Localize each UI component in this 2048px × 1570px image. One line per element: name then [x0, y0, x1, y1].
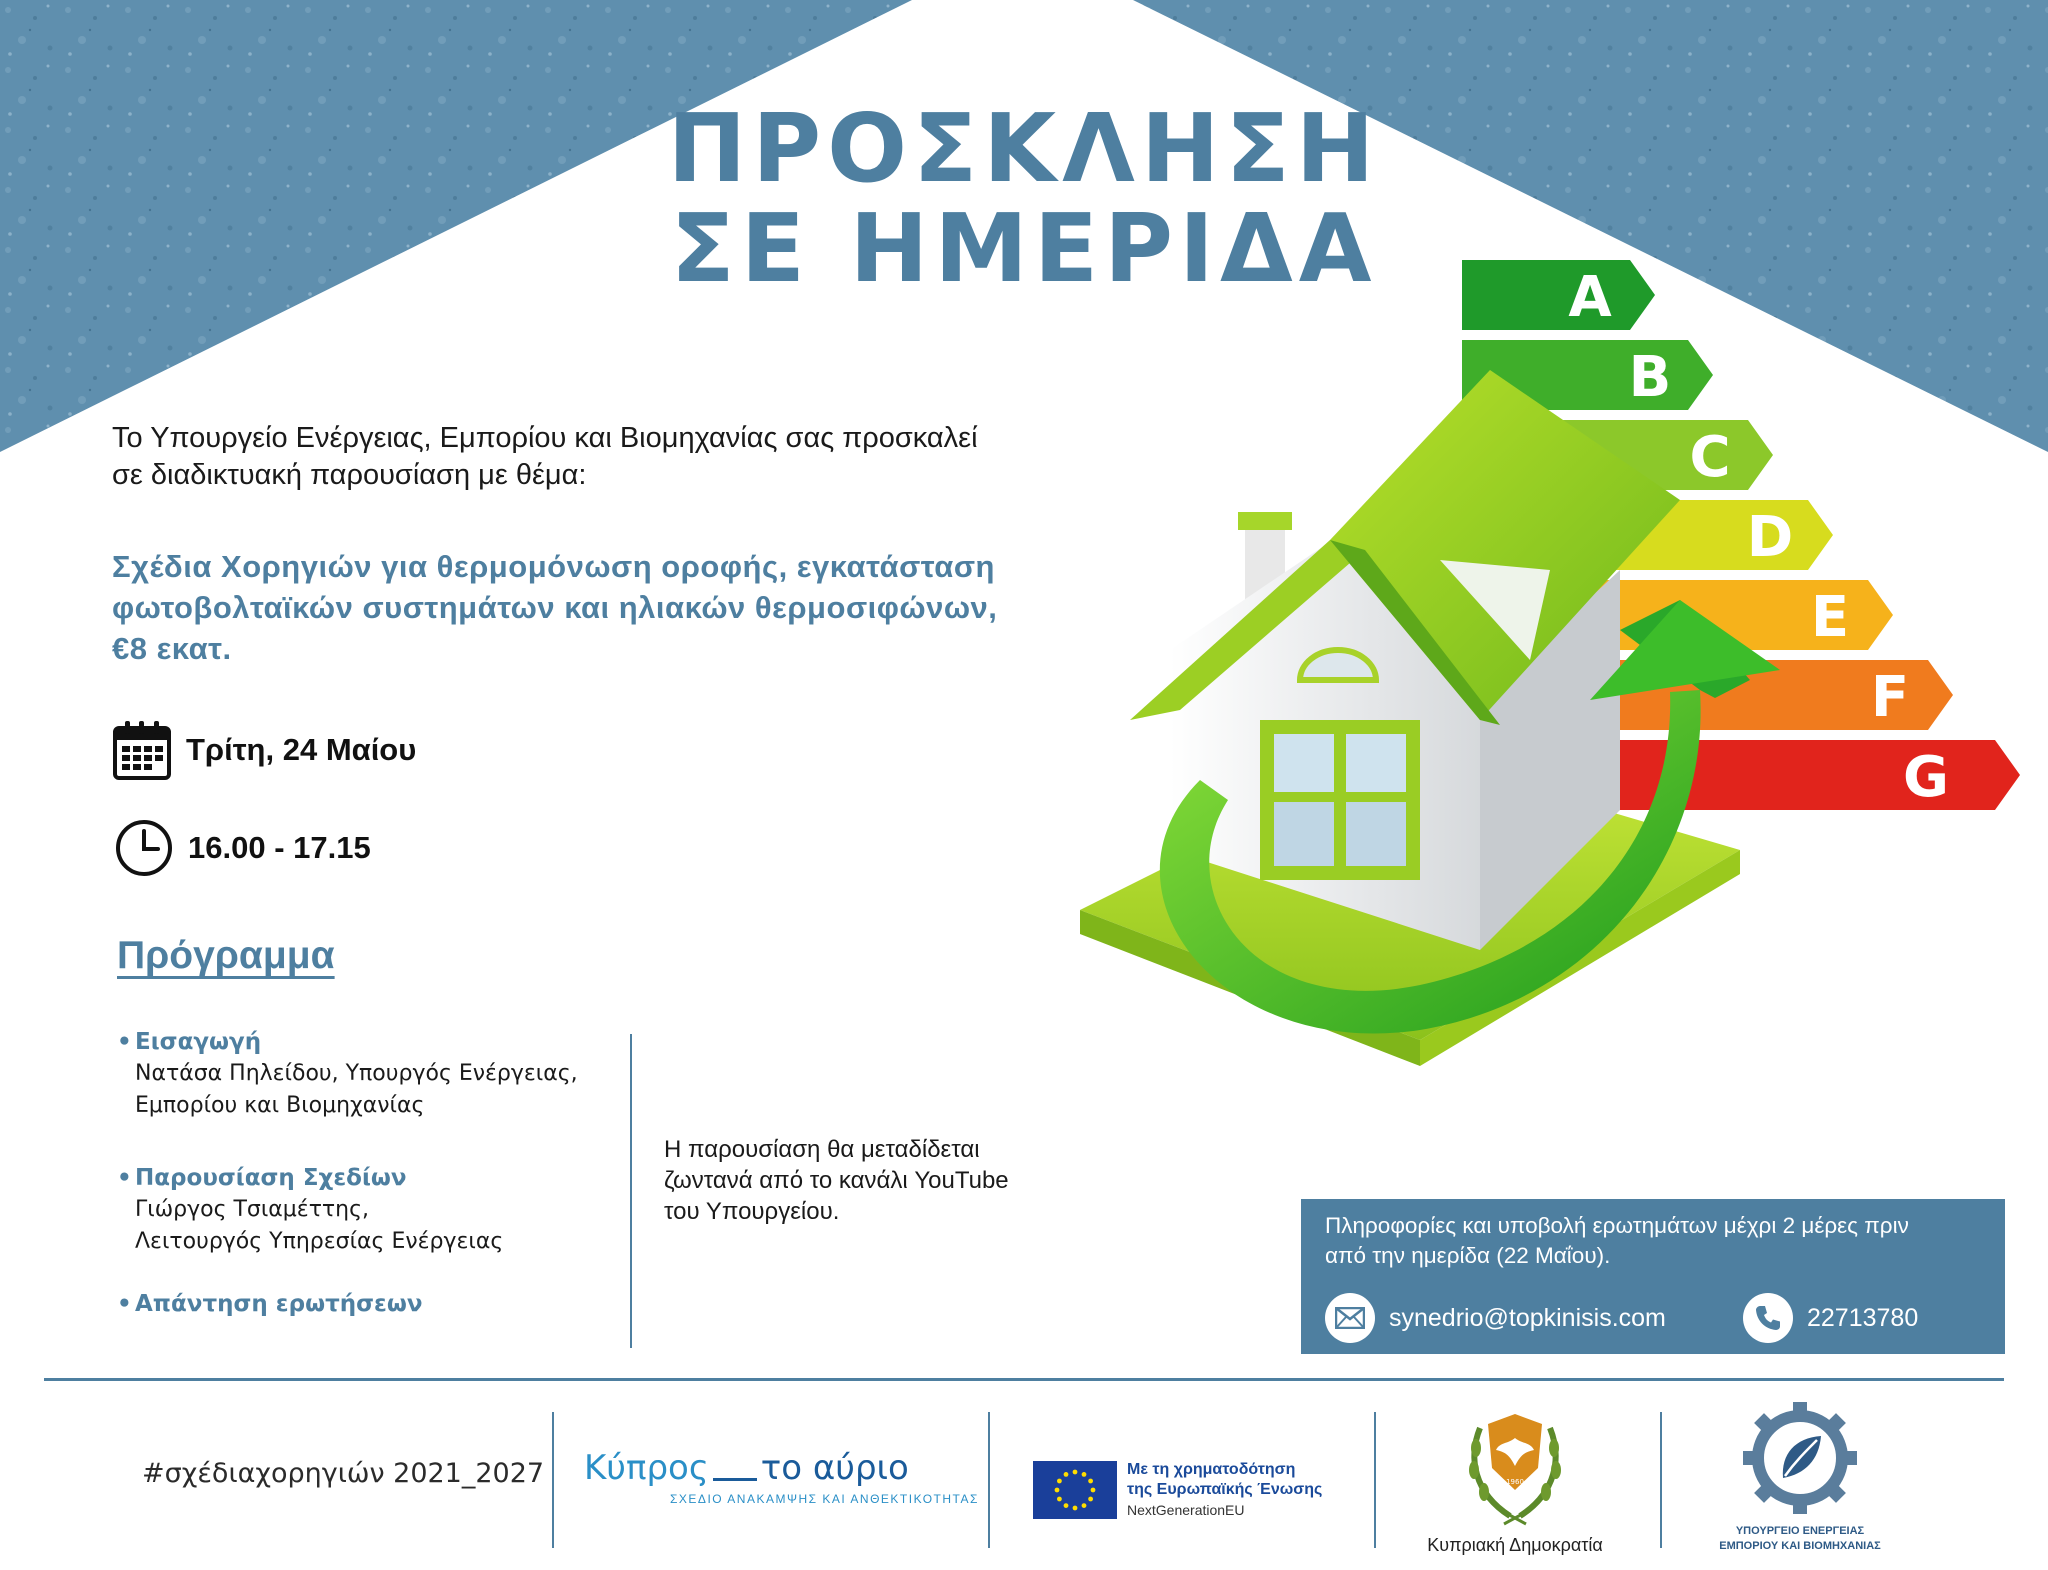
agenda-item [117, 1288, 637, 1320]
title-line-1: ΠΡΟΣΚΛΗΣΗ [667, 95, 1381, 204]
agenda-item-heading: Απάντηση ερωτήσεων [135, 1291, 423, 1317]
energy-illustration [1060, 250, 2048, 1100]
label-g-text: G [1903, 745, 1949, 810]
footer-separator [1374, 1412, 1376, 1548]
time-text: 16.00 - 17.15 [188, 830, 371, 865]
email-contact[interactable] [1325, 1292, 1666, 1344]
kypros-logo-bar [713, 1478, 757, 1481]
vertical-divider [630, 1034, 632, 1348]
agenda-list [117, 1026, 637, 1346]
clock-icon [114, 818, 174, 878]
label-a-text: A [1568, 265, 1612, 330]
phone-icon [1743, 1293, 1793, 1343]
bullet-icon: • [117, 1291, 132, 1317]
label-e-text: E [1810, 585, 1850, 650]
footer-separator [988, 1412, 990, 1548]
bullet-icon: • [117, 1029, 132, 1055]
info-box [1301, 1199, 2005, 1354]
info-line-2: από την ημερίδα (22 Μαΐου). [1325, 1243, 1611, 1268]
kypros-logo-text-1: Κύπρος [584, 1448, 709, 1488]
footer-separator [1660, 1412, 1662, 1548]
agenda-item [117, 1162, 637, 1258]
info-line-1: Πληροφορίες και υποβολή ερωτημάτων μέχρι 2 μέρες πριν [1325, 1213, 1909, 1238]
intro-line-2: σε διαδικτυακή παρουσίαση με θέμα: [112, 459, 587, 491]
cyprus-label: Κυπριακή Δημοκρατία [1427, 1535, 1603, 1555]
envelope-icon [1325, 1293, 1375, 1343]
cyprus-emblem [1400, 1408, 1630, 1556]
kypros-logo [584, 1448, 979, 1506]
calendar-icon [112, 718, 172, 782]
label-d-text: D [1746, 505, 1794, 570]
phone-number[interactable]: 22713780 [1807, 1303, 1919, 1332]
event-time [114, 816, 371, 880]
info-text [1325, 1211, 1995, 1271]
footer-divider [44, 1378, 2004, 1381]
bullet-icon: • [117, 1165, 132, 1191]
ministry-label-1: ΥΠΟΥΡΓΕΙΟ ΕΝΕΡΓΕΙΑΣ [1735, 1525, 1865, 1537]
eu-text-line-2: της Ευρωπαϊκής Ένωσης [1127, 1481, 1323, 1498]
energy-label-a [1462, 260, 1655, 330]
topic-line-1: Σχέδια Χορηγιών για θερμομόνωση οροφής, εγκατάσταση [112, 549, 995, 584]
event-date [112, 718, 416, 782]
gear-leaf-icon [1735, 1398, 1865, 1518]
kypros-logo-text-2: το αύριο [760, 1448, 909, 1488]
email-link[interactable]: synedrio@topkinisis.com [1389, 1303, 1666, 1332]
intro-text [112, 420, 1112, 494]
stream-info [664, 1134, 1084, 1227]
topic-line-2: φωτοβολταϊκών συστημάτων και ηλιακών θερμοσιφώνων, [112, 590, 998, 625]
stream-line-3: του Υπουργείου. [664, 1198, 840, 1225]
agenda-item [117, 1026, 637, 1122]
hashtag: #σχέδιαχορηγιών 2021_2027 [142, 1458, 545, 1489]
agenda-item-detail: Λειτουργός Υπηρεσίας Ενέργειας [135, 1229, 504, 1254]
title-line-2: ΣΕ ΗΜΕΡΙΔΑ [670, 195, 1378, 304]
topic-line-3: €8 εκατ. [112, 631, 232, 666]
intro-line-1: Το Υπουργείο Ενέργειας, Εμπορίου και Βιομηχανίας σας προσκαλεί [112, 422, 978, 454]
eu-funding-logo [1033, 1460, 1322, 1520]
agenda-item-detail: Νατάσα Πηλείδου, Υπουργός Ενέργειας, [135, 1061, 578, 1086]
ministry-logo [1700, 1398, 1900, 1553]
ministry-label-2: ΕΜΠΟΡΙΟΥ ΚΑΙ ΒΙΟΜΗΧΑΝΙΑΣ [1719, 1540, 1881, 1552]
stream-line-1: Η παρουσίαση θα μεταδίδεται [664, 1136, 980, 1163]
programme-title: Πρόγραμμα [117, 934, 335, 977]
label-c-text: C [1689, 425, 1731, 490]
phone-contact[interactable] [1743, 1292, 1918, 1344]
eu-flag-icon [1033, 1461, 1117, 1519]
agenda-item-detail: Εμπορίου και Βιομηχανίας [135, 1093, 425, 1118]
agenda-item-heading: Παρουσίαση Σχεδίων [135, 1165, 407, 1191]
eu-text-line-3: NextGenerationEU [1127, 1502, 1245, 1518]
eu-text-line-1: Με τη χρηματοδότηση [1127, 1461, 1296, 1478]
agenda-item-heading: Εισαγωγή [135, 1029, 262, 1055]
cyprus-seal-year: 1960 [1506, 1478, 1524, 1486]
label-f-text: F [1870, 665, 1910, 730]
stream-line-2: ζωντανά από το κανάλι YouTube [664, 1167, 1009, 1194]
label-b-text: B [1628, 345, 1672, 410]
footer-separator [552, 1412, 554, 1548]
agenda-item-detail: Γιώργος Τσιαμέττης, [135, 1197, 370, 1222]
cyprus-seal-icon [1460, 1408, 1570, 1526]
topic-heading [112, 546, 1122, 669]
date-text: Τρίτη, 24 Μαίου [186, 732, 417, 767]
kypros-logo-subtitle: ΣΧΕΔΙΟ ΑΝΑΚΑΜΨΗΣ ΚΑΙ ΑΝΘΕΚΤΙΚΟΤΗΤΑΣ [670, 1492, 979, 1506]
